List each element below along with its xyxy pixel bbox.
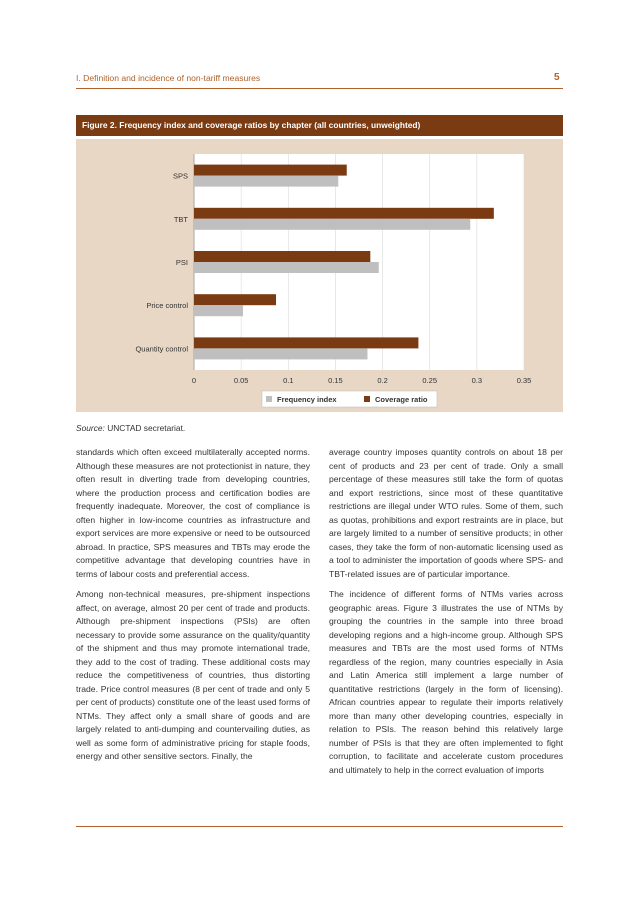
bar-frequency [194,176,338,187]
bar-frequency [194,348,367,359]
source-label: Source: [76,423,105,433]
figure-panel [76,139,563,412]
paragraph: average country imposes quantity controls on about 18 per cent of products and 23 per cent of trade. Only a small percentage of these measures still take the form of quotas and export restrictions, since most of these quantitative restrictions are illegal under WTO rules. Some of them, such as quotas, prohibitions and export restraints are in place, but are largely limited to a number of sensitive products; in other cases, they take the form of non-automatic licensing used as a tool to administer the importation of goods where SPS- and TBT-related issues are of particular importance. [329,447,563,579]
bar-coverage [194,337,418,348]
bar-frequency [194,219,470,230]
page-number: 5 [554,72,560,83]
bar-coverage [194,165,347,176]
bar-coverage [194,208,494,219]
bar-frequency [194,305,243,316]
x-tick-label: 0.15 [328,376,343,385]
category-label: Price control [146,301,188,311]
source-text: UNCTAD secretariat. [107,423,186,433]
paragraph: standards which often exceed multilaterally accepted norms. Although these measures are not protectionist in nature, they often result in diverting trade from developing countries, where the production process and certification bodies are frequently inadequate. Moreover, the cost of compliance is often higher in low-income countries as infrastructure and export services are more expensive or need to be outsourced abroad. In practice, SPS measures and TBTs may erode the competitive advantage that developing countries have in terms of labour costs and preferential access. [76,447,310,579]
bar-coverage [194,294,276,305]
bar-frequency [194,262,379,273]
category-label: SPS [172,171,188,181]
x-tick-label: 0.25 [422,376,438,385]
x-tick-label: 0.3 [471,376,483,385]
legend-label-frequency: Frequency index [277,395,337,404]
category-label: Quantity control [135,344,188,354]
bar-chart [76,139,563,412]
bar-coverage [194,251,370,262]
legend-swatch-coverage [364,396,370,402]
category-label: TBT [173,214,188,224]
paragraph: Among non-technical measures, pre-shipment inspections affect, on average, almost 20 per cent of trade and products. Although pre-shipment inspections (PSIs) are often necessary to provide some assurance on the quality/quantity of the shipment and thus may promote international trade, they add to the cost of trading. These additional costs may reduce the competitiveness of countries, thus distorting trade. Price control measures (8 per cent of trade and only 5 per cent of products) constitute one of the least used forms of NTMs. They affect only a small share of goods and are largely related to anti-dumping and countervailing duties, as well as some form of administrative pricing for staple foods, energy and other sensitive sectors. Finally, the [76,589,310,761]
text-column-left [76,446,310,771]
x-tick-label: 0 [191,376,197,385]
running-header: I. Definition and incidence of non-tariff measures [76,73,261,83]
paragraph: The incidence of different forms of NTMs varies across geographic areas. Figure 3 illustrates the use of NTMs by grouping the countries in the sample into three broad developing regions and a high-income group. Although SPS measures and TBTs are the most used forms of NTMs regardless of the region, many countries especially in Asia and Latin America still implement a large number of quantitative restrictions (largely in the form of licensing). African countries appear to regulate their imports relatively more than many other developing countries, especially in relation to PSIs. The reason behind this relatively large number of PSIs is that they are often implemented to fight corruption, to facilitate and accelerate custom procedures and ultimately to help in the correct evaluation of imports [329,589,563,775]
figure-title: Figure 2. Frequency index and coverage ratios by chapter (all countries, unweighted) [76,115,563,136]
legend-label-coverage: Coverage ratio [375,395,428,404]
category-label: PSI [175,258,188,267]
x-tick-label: 0.1 [283,376,294,385]
figure-source [76,423,185,433]
header-divider [76,88,563,89]
x-tick-label: 0.35 [516,376,532,385]
footer-divider [76,826,563,827]
legend-swatch-frequency [266,396,272,402]
x-tick-label: 0.2 [377,376,388,385]
x-tick-label: 0.05 [233,376,249,385]
text-column-right [329,446,563,784]
